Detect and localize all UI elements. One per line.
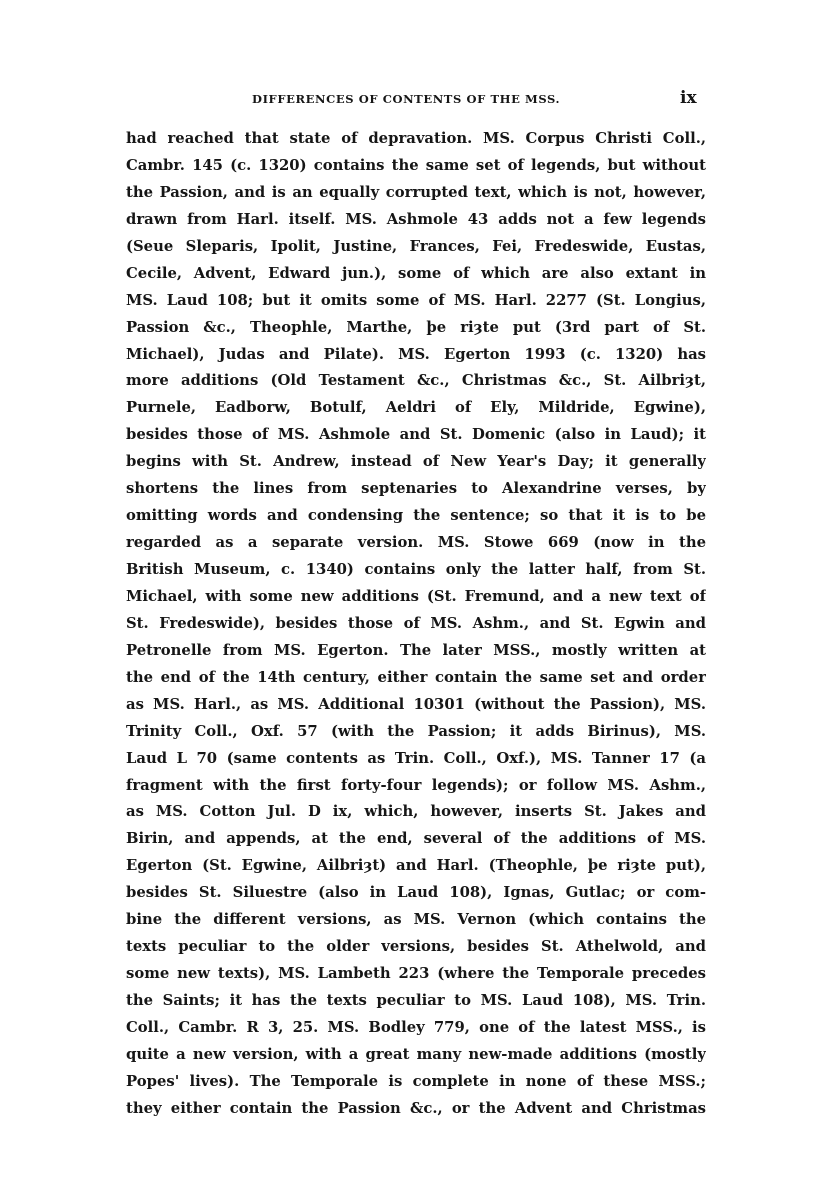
text-line: Purnele, Eadborw, Botulf, Aeldri of Ely, Mildride, Egwine), [126, 399, 706, 417]
text-line: as MS. Harl., as MS. Additional 10301 (without the Passion), MS. [126, 695, 706, 713]
text-line: drawn from Harl. itself. MS. Ashmole 43 adds not a few legends [126, 210, 706, 228]
text-line: shortens the lines from septenaries to Alexandrine verses, by [126, 480, 706, 498]
text-line: Cambr. 145 (c. 1320) contains the same set of legends, but without [126, 156, 706, 174]
text-line: Laud L 70 (same contents as Trin. Coll., Oxf.), MS. Tanner 17 (a [126, 749, 706, 767]
text-line: Passion &c., Theophle, Marthe, þe riȝte put (3rd part of St. [126, 318, 706, 336]
text-line: as MS. Cotton Jul. D ix, which, however, inserts St. Jakes and [126, 803, 706, 821]
running-title: DIFFERENCES OF CONTENTS OF THE MSS. [252, 92, 561, 106]
text-line: St. Fredeswide), besides those of MS. Ashm., and St. Egwin and [126, 614, 706, 632]
text-line: Petronelle from MS. Egerton. The later MSS., mostly written at [126, 641, 706, 659]
text-line: regarded as a separate version. MS. Stowe 669 (now in the [126, 534, 706, 552]
text-line: British Museum, c. 1340) contains only the latter half, from St. [126, 561, 706, 578]
text-line: fragment with the first forty-four legends); or follow MS. Ashm., [126, 776, 706, 794]
text-line: Trinity Coll., Oxf. 57 (with the Passion; it adds Birinus), MS. [126, 722, 706, 740]
text-line: some new texts), MS. Lambeth 223 (where the Temporale precedes [126, 965, 706, 983]
text-line: bine the different versions, as MS. Vernon (which contains the [126, 911, 706, 929]
text-line: Birin, and appends, at the end, several of the additions of MS. [126, 830, 706, 848]
text-line: begins with St. Andrew, instead of New Year's Day; it generally [126, 453, 706, 471]
running-head [0, 88, 840, 112]
text-line: Michael, with some new additions (St. Fremund, and a new text of [126, 587, 706, 605]
text-line: the Passion, and is an equally corrupted text, which is not, however, [126, 183, 706, 201]
text-line: (Seue Sleparis, Ipolit, Justine, Frances, Fei, Fredeswide, Eustas, [126, 237, 706, 255]
body-text [126, 126, 706, 1123]
text-line: texts peculiar to the older versions, besides St. Athelwold, and [126, 938, 706, 956]
text-line: Popes' lives). The Temporale is complete in none of these MSS.; [126, 1072, 706, 1090]
text-line: the end of the 14th century, either contain the same set and order [126, 668, 706, 686]
text-line: Michael), Judas and Pilate). MS. Egerton 1993 (c. 1320) has [126, 345, 706, 363]
text-line: more additions (Old Testament &c., Christmas &c., St. Ailbriȝt, [126, 372, 706, 390]
text-line: besides St. Siluestre (also in Laud 108), Ignas, Gutlac; or com- [126, 884, 706, 902]
page-number: ix [680, 88, 697, 108]
text-line: they either contain the Passion &c., or the Advent and Christmas [126, 1099, 706, 1117]
text-line: quite a new version, with a great many new-made additions (mostly [126, 1045, 706, 1063]
text-line: omitting words and condensing the sentence; so that it is to be [126, 507, 706, 525]
text-line: the Saints; it has the texts peculiar to MS. Laud 108), MS. Trin. [126, 992, 706, 1009]
text-line: Coll., Cambr. R 3, 25. MS. Bodley 779, one of the latest MSS., is [126, 1018, 706, 1036]
text-line: Egerton (St. Egwine, Ailbriȝt) and Harl. (Theophle, þe riȝte put), [126, 857, 706, 875]
text-line: had reached that state of depravation. MS. Corpus Christi Coll., [126, 130, 706, 147]
text-line: besides those of MS. Ashmole and St. Domenic (also in Laud); it [126, 426, 706, 444]
text-line: MS. Laud 108; but it omits some of MS. Harl. 2277 (St. Longius, [126, 291, 706, 309]
text-line: Cecile, Advent, Edward jun.), some of which are also extant in [126, 264, 706, 282]
